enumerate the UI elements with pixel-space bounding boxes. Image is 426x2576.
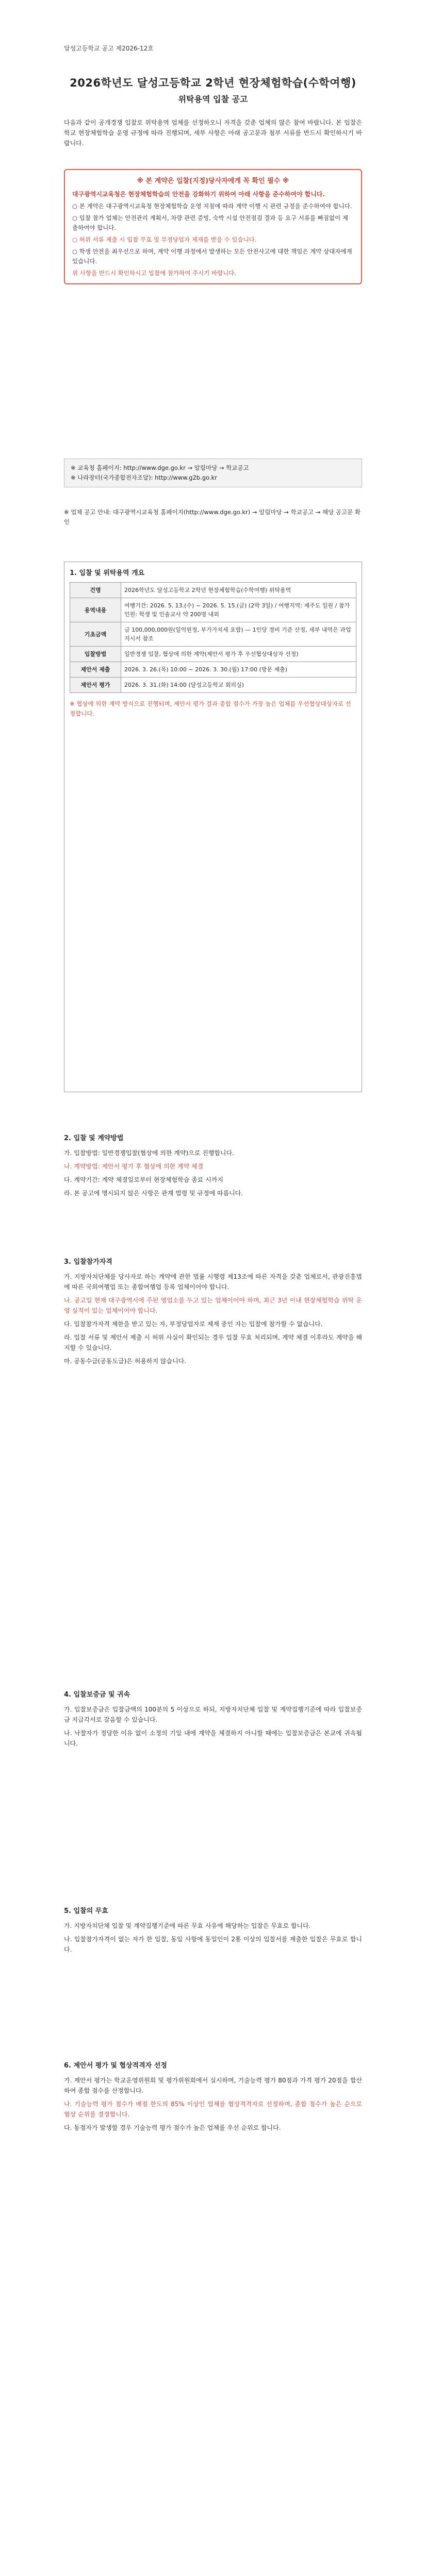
table-value: 2026. 3. 31.(화) 14:00 (달성고등학교 회의실) [121, 677, 356, 693]
notice-item: ○ 학생 안전을 최우선으로 하며, 계약 이행 과정에서 발생하는 모든 안전사고에 대한 책임은 계약 상대자에게 있습니다. [72, 248, 352, 265]
section-heading: 2. 입찰 및 계약방법 [64, 1134, 124, 1142]
note-line: ※ 업체 공고 안내: 대구광역시교육청 홈페이지(http://www.dge.go.kr) → 알림마당 → 학교공고 → 해당 공고문 확인 [64, 509, 361, 526]
paragraph: 나. 기술능력 평가 점수가 배점 한도의 85% 이상인 업체를 협상적격자로 선정하며, 종합 점수가 높은 순으로 협상 순위를 결정합니다. [64, 2100, 362, 2118]
link-line[interactable]: ※ 나라장터(국가종합전자조달): http://www.g2b.go.kr [71, 474, 217, 481]
table-label: 제안서 제출 [70, 662, 121, 677]
paragraph: 라. 입찰 서류 및 제안서 제출 시 허위 사실이 확인되는 경우 입찰 무효 처리되며, 계약 체결 이후라도 계약을 해지할 수 있습니다. [64, 1334, 362, 1351]
paragraph: 가. 입찰방법: 일반경쟁입찰(협상에 의한 계약)으로 진행합니다. [64, 1149, 234, 1157]
section-2 [64, 1133, 362, 1201]
table-label: 제안서 평가 [70, 677, 121, 693]
section-3 [64, 1257, 362, 1369]
link-line[interactable]: ※ 교육청 홈페이지: http://www.dge.go.kr → 알림마당 → 학교공고 [71, 464, 249, 471]
paragraph: 다. 계약기간: 계약 체결일로부터 현장체험학습 종료 시까지 [64, 1176, 223, 1183]
page-title: 2026학년도 달성고등학교 2학년 현장체험학습(수학여행) [70, 77, 356, 89]
notice-closing: 위 사항을 반드시 확인하시고 입찰에 참가하여 주시기 바랍니다. [72, 269, 237, 277]
paragraph: 나. 입찰참가자격이 없는 자가 한 입찰, 동일 사항에 동일인이 2통 이상의 입찰서를 제출한 입찰은 무효로 합니다. [64, 1936, 362, 1953]
section-heading: 6. 제안서 평가 및 협상적격자 선정 [64, 2062, 167, 2070]
table-label: 기초금액 [70, 622, 121, 647]
section-6 [64, 2061, 362, 2136]
table-row [70, 647, 356, 662]
paragraph: 가. 지방자치단체 입찰 및 계약집행기준에 따른 무효 사유에 해당하는 입찰은 무효로 합니다. [64, 1922, 311, 1929]
paragraph: 다. 동점자가 발생할 경우 기술능력 평가 점수가 높은 업체를 우선 순위로 합니다. [64, 2124, 281, 2131]
section-5 [64, 1906, 362, 1958]
table-value: 2026학년도 달성고등학교 2학년 현장체험학습(수학여행) 위탁용역 [121, 583, 356, 598]
doc-number: 달성고등학교 공고 제2026-12호 [64, 45, 154, 52]
notice-line: 대구광역시교육청은 현장체험학습의 안전을 강화하기 위하여 아래 사항을 준수하여야 합니다. [72, 191, 325, 198]
notice-item: ○ 허위 서류 제출 시 입찰 무효 및 부정당업자 제재를 받을 수 있습니다. [72, 236, 257, 243]
table-row [70, 677, 356, 693]
table-value: 여행기간: 2026. 5. 13.(수) ~ 2026. 5. 15.(금) (2박 3일) / 여행지역: 제주도 일원 / 참가인원: 학생 및 인솔교사 약 200명 내외 [121, 598, 356, 622]
table-label: 건명 [70, 583, 121, 598]
notice-item: ○ 입찰 참가 업체는 안전관리 계획서, 차량 관련 증빙, 숙박 시설 안전점검 결과 등 요구 서류를 빠짐없이 제출하여야 합니다. [72, 214, 348, 231]
intro-text: 다음과 같이 공개경쟁 입찰로 위탁용역 업체를 선정하오니 자격을 갖춘 업체의 많은 참여 바랍니다. 본 입찰은 학교 현장체험학습 운영 규정에 따라 진행되며, 세부 사항은 아래 공고문과 첨부 서류를 반드시 확인하시기 바랍니다. [64, 119, 362, 147]
paragraph: 다. 입찰참가자격 제한을 받고 있는 자, 부정당업자로 제재 중인 자는 입찰에 참가할 수 없습니다. [64, 1320, 323, 1328]
section-footer: ※ 협상에 의한 계약 방식으로 진행되며, 제안서 평가 결과 종합 점수가 가장 높은 업체를 우선협상대상자로 선정합니다. [70, 700, 351, 717]
paragraph: 가. 지방자치단체를 당사자로 하는 계약에 관한 법률 시행령 제13조에 따른 자격을 갖춘 업체로서, 관광진흥법에 따른 국외여행업 또는 종합여행업 등록 업체이어야 합니다. [64, 1273, 362, 1291]
section-overview-box [64, 562, 362, 1092]
table-row [70, 598, 356, 622]
page-subtitle: 위탁용역 입찰 공고 [178, 94, 248, 104]
section-heading: 1. 입찰 및 위탁용역 개요 [70, 569, 145, 577]
link-box [64, 459, 362, 487]
paragraph: 가. 입찰보증금은 입찰금액의 100분의 5 이상으로 하되, 지방자치단체 입찰 및 계약집행기준에 따라 입찰보증금 지급각서로 갈음할 수 있습니다. [64, 1706, 362, 1723]
paragraph: 나. 낙찰자가 정당한 이유 없이 소정의 기일 내에 계약을 체결하지 아니할 때에는 입찰보증금은 본교에 귀속됩니다. [64, 1730, 362, 1747]
paragraph: 가. 제안서 평가는 학교운영위원회 및 평가위원회에서 실시하며, 기술능력 평가 80점과 가격 평가 20점을 합산하여 종합 점수를 산정합니다. [64, 2077, 362, 2094]
section-heading: 4. 입찰보증금 및 귀속 [64, 1691, 130, 1699]
table-value: 금 100,000,000원(일억원정, 부가가치세 포함) — 1인당 경비 기준 산정, 세부 내역은 과업지시서 참조 [121, 622, 356, 647]
section-4 [64, 1690, 362, 1752]
table-row [70, 622, 356, 647]
notice-box [64, 169, 362, 284]
paragraph: 마. 공동수급(공동도급)은 허용하지 않습니다. [64, 1358, 187, 1365]
paragraph: 라. 본 공고에 명시되지 않은 사항은 관계 법령 및 규정에 따릅니다. [64, 1190, 243, 1197]
paragraph: 나. 계약방법: 제안서 평가 후 협상에 의한 계약 체결 [64, 1163, 204, 1170]
table-value: 일반경쟁 입찰, 협상에 의한 계약(제안서 평가 후 우선협상대상자 선정) [121, 647, 356, 662]
table-row [70, 662, 356, 677]
table-label: 용역내용 [70, 598, 121, 622]
overview-table [70, 582, 356, 693]
notice-title: ※ 본 계약은 입찰(지정)당사자에게 꼭 확인 필수 ※ [137, 177, 289, 185]
notice-item: ○ 본 계약은 대구광역시교육청 현장체험학습 운영 지침에 따라 계약 이행 시 관련 규정을 준수하여야 합니다. [72, 202, 352, 210]
section-heading: 3. 입찰참가자격 [64, 1258, 112, 1266]
paragraph: 나. 공고일 현재 대구광역시에 주된 영업소를 두고 있는 업체이어야 하며, 최근 3년 이내 현장체험학습 위탁 운영 실적이 있는 업체이어야 합니다. [64, 1297, 362, 1314]
section-heading: 5. 입찰의 무효 [64, 1907, 108, 1915]
table-row [70, 583, 356, 598]
table-value: 2026. 3. 26.(목) 10:00 ~ 2026. 3. 30.(월) 17:00 (방문 제출) [121, 662, 356, 677]
table-label: 입찰방법 [70, 647, 121, 662]
